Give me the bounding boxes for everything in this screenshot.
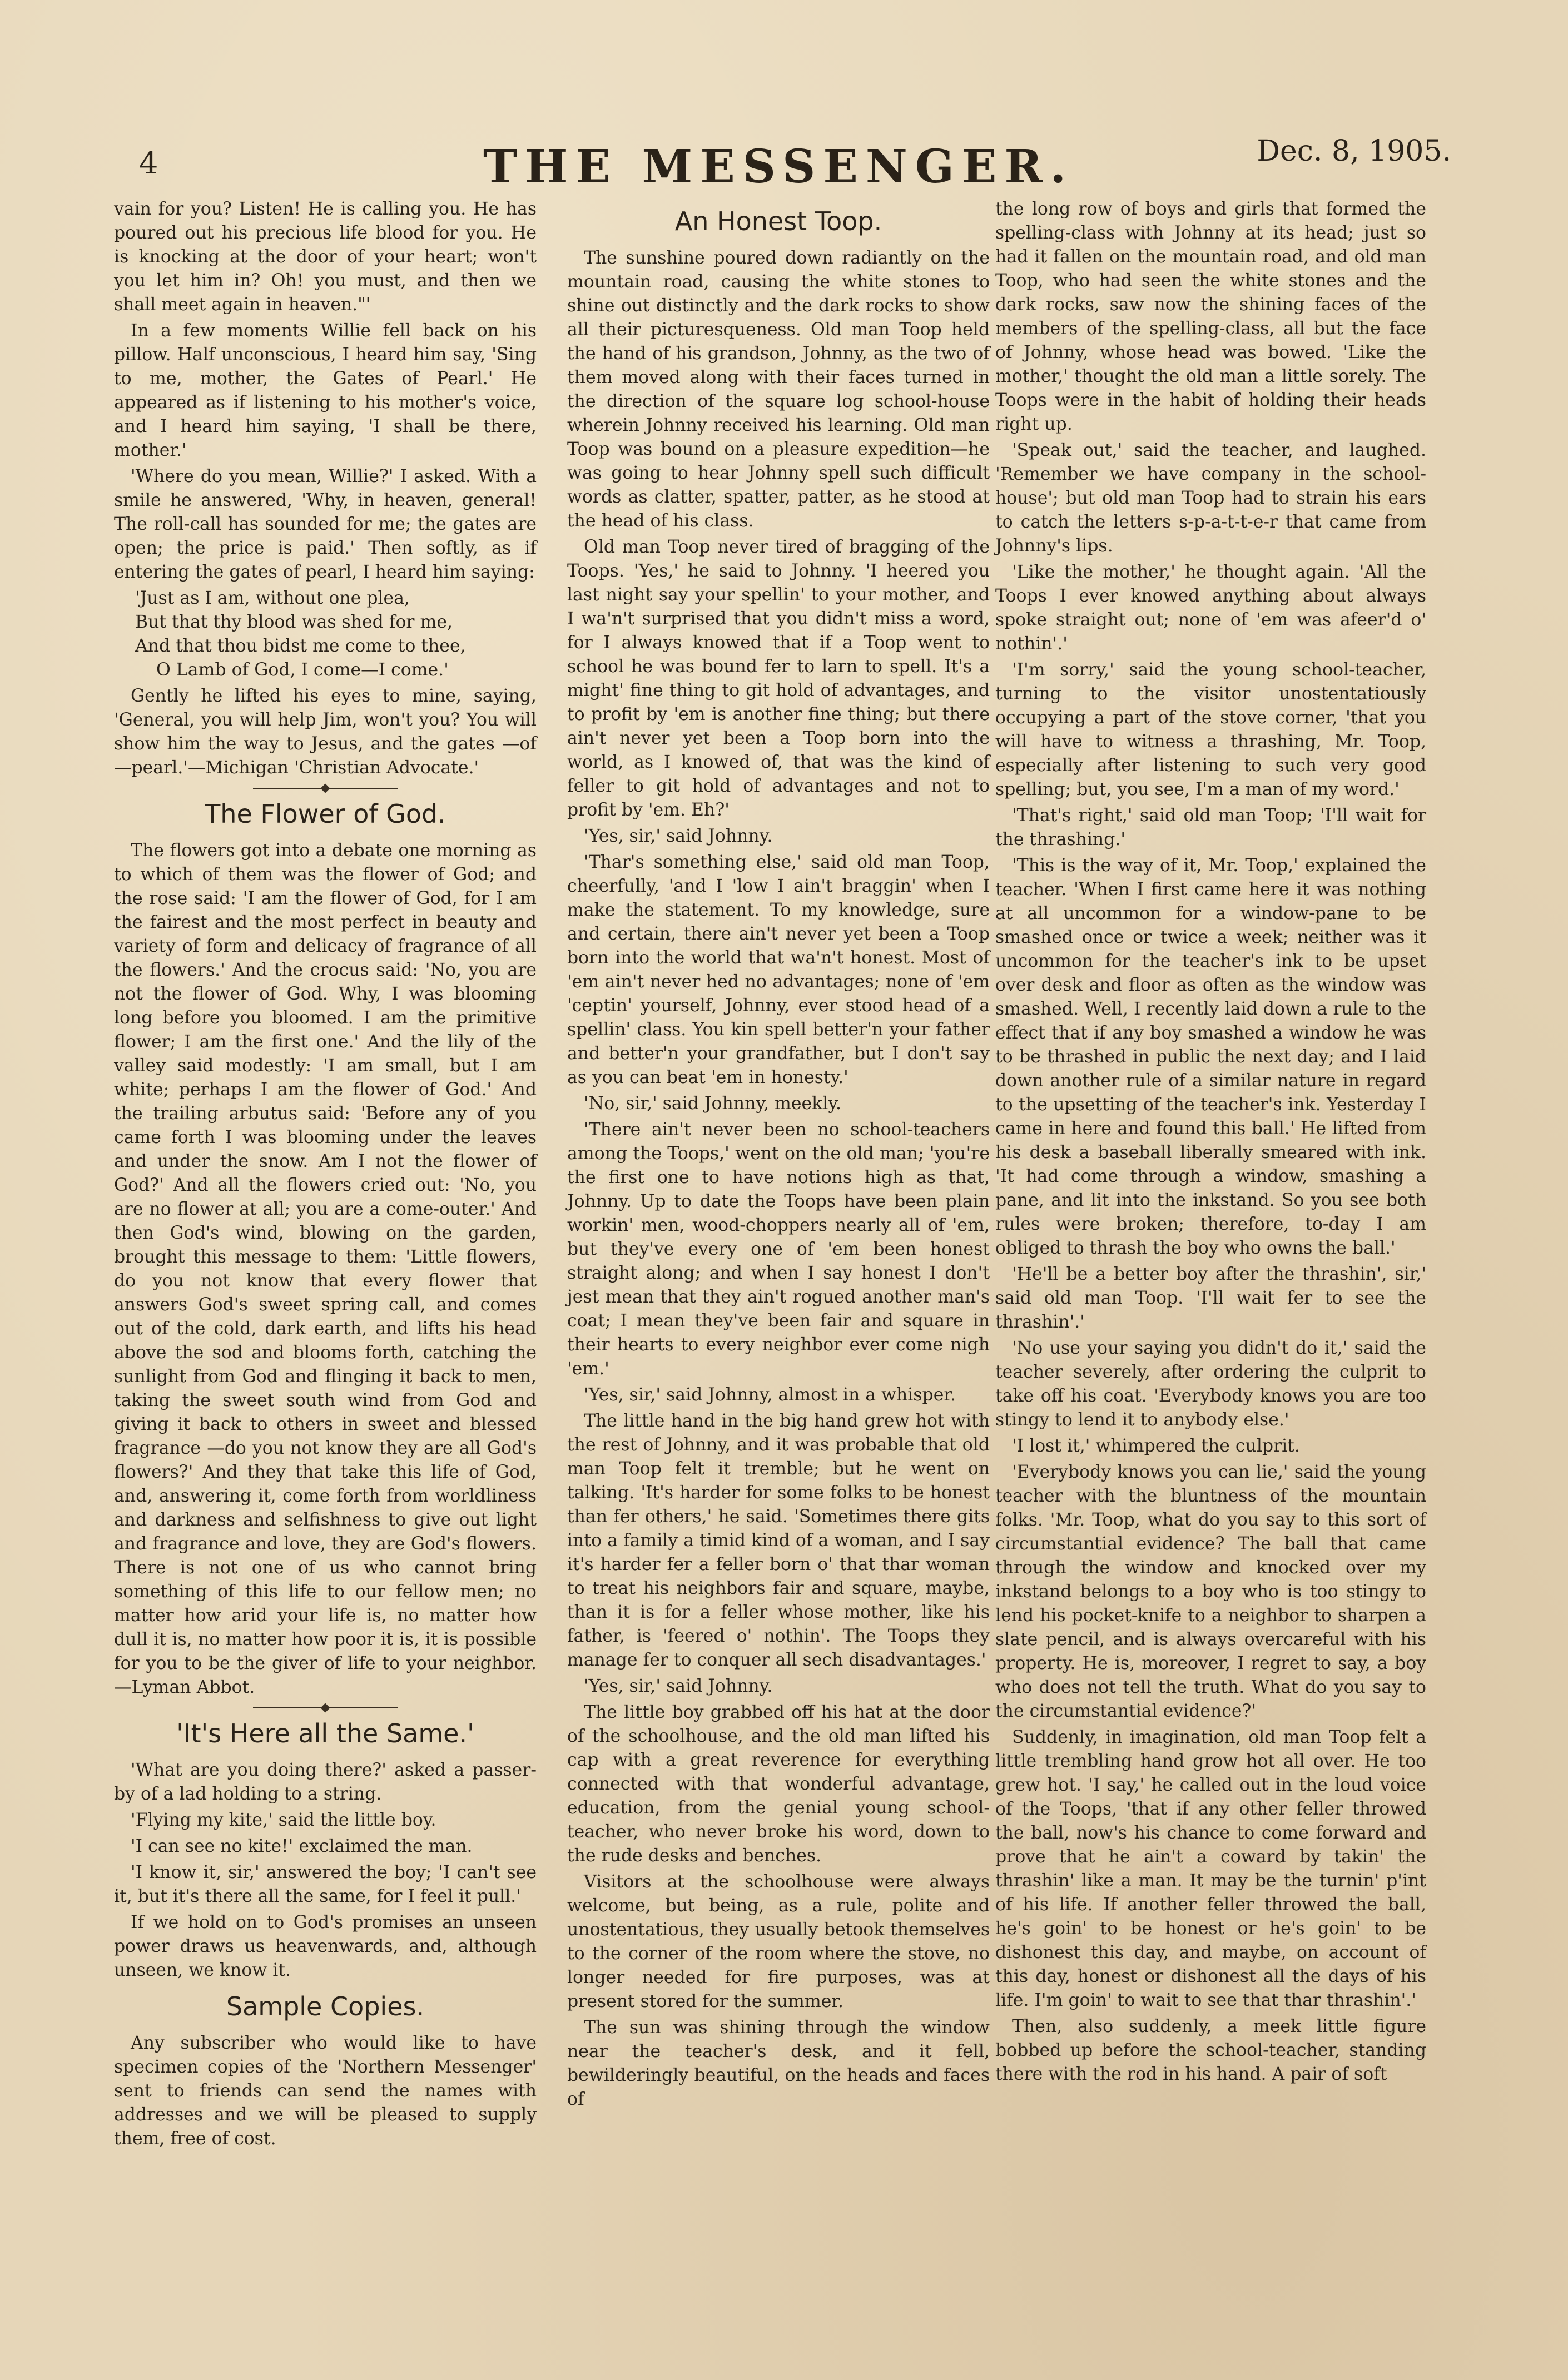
- article-paragraph: the long row of boys and girls that formed the spelling-class with Johnny at its head; just so had it fallen on the mountain road, and old man Toop, who had seen the white stones and the dark rocks, saw now the shining faces of the members of the spelling-class, all but the face of Johnny, whose head was bowed. 'Like the mother,' thought the old man a little sorely. The Toops were in the habit of holding their heads right up.: [995, 199, 1426, 434]
- article-paragraph: Old man Toop never tired of bragging of the Toops. 'Yes,' he said to Johnny. 'I heered you last night say your spellin' to your mother, and I wa'n't surprised that you didn't miss a word, for I always knowed that if a Toop went to school he was bound fer to larn to spell. It's a might' fine thing to git hold of advantages, and to profit by 'em is another fine thing; but there ain't never yet been a Toop born into the world, as I knowed of, that was the kind of feller to git hold of advantages and not to profit by 'em. Eh?': [567, 537, 990, 820]
- article-paragraph: 'This is the way of it, Mr. Toop,' explained the teacher. 'When I first came here it was nothing at all uncommon for a window-pane to be smashed once or twice a week; neither was it uncommon for the teacher's ink to be upset over desk and floor as often as the window was smashed. Well, I recently laid down a rule to the effect that if any boy smashed a window he was to be thrashed in public the next day; and I laid down another rule of a similar nature in regard to the upsetting of the teacher's ink. Yesterday I came in here and found this ball.' He lifted from his desk a baseball liberally smeared with ink. 'It had come through a window, smashing a pane, and lit into the inkstand. So you see both rules were broken; therefore, to-day I am obliged to thrash the boy who owns the ball.': [995, 856, 1426, 1258]
- article-paragraph: If we hold on to God's promises an unseen power draws us heavenwards, and, although unseen, we know it.: [114, 1912, 537, 1980]
- article-paragraph: vain for you? Listen! He is calling you. He has poured out his precious life blood for you. He is knocking at the door of your heart; won't you let him in? Oh! you must, and then we shall meet again in heaven."': [114, 199, 537, 315]
- article-paragraph: 'Everybody knows you can lie,' said the young teacher with the bluntness of the mountain folks. 'Mr. Toop, what do you say to this sort of circumstantial evidence? The ball that came through the window and knocked over my inkstand belongs to a boy who is too stingy to lend his pocket-knife to a neighbor to sharpen a slate pencil, and is always overcareful with his property. He is, moreover, I regret to say, a boy who does not tell the truth. What do you say to the circumstantial evidence?': [995, 1462, 1426, 1721]
- verse-line: But that thy blood was shed for me,: [135, 612, 453, 632]
- article-paragraph: Suddenly, in imagination, old man Toop felt a little trembling hand grow hot all over. He too grew hot. 'I say,' he called out in the loud voice of the Toops, 'that if any other feller throwed the ball, now's his chance to come forward and prove that he ain't a coward by takin' the thrashin' like a man. It may be the turnin' p'int of his life. If another feller throwed the ball, he's goin' to be honest or he's goin' to be dishonest this day, and maybe, on account of this day, honest or dishonest all the days of his life. I'm goin' to wait to see that thar thrashin'.': [995, 1727, 1426, 2010]
- article-paragraph: Then, also suddenly, a meek little figure bobbed up before the school-teacher, standing there with the rod in his hand. A pair of soft: [995, 2016, 1426, 2084]
- article-paragraph: Gently he lifted his eyes to mine, saying, 'General, you will help Jim, won't you? You will show him the way to Jesus, and the gates —of—pearl.'—Michigan 'Christian Advocate.': [114, 686, 537, 778]
- article-paragraph: The little boy grabbed off his hat at the door of the schoolhouse, and the old man lifted his cap with a great reverence for everything connected with that wonderful advantage, education, from the genial young school-teacher, who never broke his word, down to the rude desks and benches.: [567, 1702, 990, 1866]
- article-paragraph: The flowers got into a debate one morning as to which of them was the flower of God; and the rose said: 'I am the flower of God, for I am the fairest and the most perfect in beauty and variety of form and delicacy of fragrance of all the flowers.' And the crocus said: 'No, you are not the flower of God. Why, I was blooming long before you bloomed. I am the primitive flower; I am the first one.' And the lily of the valley said modestly: 'I am small, but I am white; perhaps I am the flower of God.' And the trailing arbutus said: 'Before any of you came forth I was blooming under the leaves and under the snow. Am I not the flower of God?' And all the flowers cried out: 'No, you are no flower at all; you are a come-outer.' And then God's wind, blowing on the garden, brought this message to them: 'Little flowers, do you not know that every flower that answers God's sweet spring call, and comes out of the cold, dark earth, and lifts his head above the sod and blooms forth, catching the sunlight from God and flinging it back to men, taking the sweet south wind from God and giving it back to others in sweet and blessed fragrance —do you not know they are all God's flowers?' And they that take this life of God, and, answering it, come forth from worldliness and darkness and selfishness to give out light and fragrance and love, they are God's flowers. There is not one of us who cannot bring something of this life to our fellow men; no matter how arid your life is, no matter how dull it is, no matter how poor it is, it is possible for you to be the giver of life to your neighbor.—Lyman Abbot.: [114, 841, 537, 1697]
- page-number: 4: [139, 146, 158, 181]
- section-divider: [253, 1707, 398, 1708]
- article-paragraph: 'I lost it,' whimpered the culprit.: [1012, 1436, 1300, 1456]
- section-divider: [253, 788, 398, 789]
- page-header: [106, 129, 1451, 196]
- article-title-sample: Sample Copies.: [226, 1991, 425, 2021]
- article-paragraph: 'Yes, sir,' said Johnny.: [584, 1676, 773, 1696]
- column-3: [995, 197, 1426, 2089]
- verse-line: 'Just as I am, without one plea,: [135, 588, 410, 608]
- article-title-flower: The Flower of God.: [205, 799, 446, 829]
- masthead-title: THE MESSENGER.: [483, 140, 1074, 193]
- article-paragraph: 'I'm sorry,' said the young school-teacher, turning to the visitor unostentatiously occupying a part of the stove corner, 'that you will have to witness a thrashing, Mr. Toop, especially after listening to such very good spelling; but, you see, I'm a man of my word.': [995, 660, 1426, 799]
- article-title-same: 'It's Here all the Same.': [176, 1718, 474, 1748]
- article-paragraph: 'Yes, sir,' said Johnny.: [584, 826, 773, 846]
- article-paragraph: 'I can see no kite!' exclaimed the man.: [131, 1836, 473, 1856]
- article-paragraph: 'There ain't never been no school-teachers among the Toops,' went on the old man; 'you're the first one to have notions high as that, Johnny. Up to date the Toops have been plain workin' men, wood-choppers nearly all of 'em, but they've every one of 'em been honest straight along; and when I say honest I don't jest mean that they ain't rogued another man's coat; I mean they've been fair and square in their hearts to every neighbor ever come nigh 'em.': [567, 1120, 990, 1379]
- article-paragraph: The little hand in the big hand grew hot with the rest of Johnny, and it was probable that old man Toop felt it tremble; but he went on talking. 'It's harder for some folks to be honest than fer others,' he said. 'Sometimes there gits into a family a timid kind of a woman, and I say it's harder fer a feller born o' that thar woman to treat his neighbors fair and square, maybe, than it is for a feller whose mother, like his father, is 'feered o' nothin'. The Toops they manage fer to conquer all sech disadvantages.': [567, 1411, 990, 1670]
- article-paragraph: 'Yes, sir,' said Johnny, almost in a whisper.: [584, 1385, 956, 1405]
- article-paragraph: 'Thar's something else,' said old man Toop, cheerfully, 'and I 'low I ain't braggin' when I make the statement. To my knowledge, sure and certain, there ain't never yet been a Toop born into the world that wa'n't honest. Most of 'em ain't never hed no advantages; none of 'em 'ceptin' yourself, Johnny, ever stood head of a spellin' class. You kin spell better'n your father and better'n your grandfather, but I don't say as you can beat 'em in honesty.': [567, 852, 990, 1087]
- article-paragraph: In a few moments Willie fell back on his pillow. Half unconscious, I heard him say, 'Sing to me, mother, the Gates of Pearl.' He appeared as if listening to his mother's voice, and I heard him saying, 'I shall be there, mother.': [114, 321, 537, 460]
- article-paragraph: 'No use your saying you didn't do it,' said the teacher severely, after ordering the culprit to take off his coat. 'Everybody knows you are too stingy to lend it to anybody else.': [995, 1338, 1426, 1430]
- article-paragraph: Visitors at the schoolhouse were always welcome, but being, as a rule, polite and unostentatious, they usually betook themselves to the corner of the room where the stove, no longer needed for fire purposes, was at present stored for the summer.: [567, 1872, 990, 2011]
- article-paragraph: 'No, sir,' said Johnny, meekly.: [584, 1094, 841, 1114]
- article-paragraph: The sun was shining through the window near the teacher's desk, and it fell, bewilderingly beautiful, on the heads and faces of: [567, 2018, 990, 2109]
- issue-date: Dec. 8, 1905.: [1257, 135, 1451, 168]
- article-paragraph: 'Where do you mean, Willie?' I asked. With a smile he answered, 'Why, in heaven, general! The roll-call has sounded for me; the gates are open; the price is paid.' Then softly, as if entering the gates of pearl, I heard him saying:: [114, 466, 537, 582]
- article-paragraph: The sunshine poured down radiantly on the mountain road, causing the white stones to shine out distinctly and the dark rocks to show all their picturesqueness. Old man Toop held the hand of his grandson, Johnny, as the two of them moved along with their faces turned in the direction of the square log school-house wherein Johnny received his learning. Old man Toop was bound on a pleasure expedition—he was going to hear Johnny spell such difficult words as clatter, spatter, patter, as he stood at the head of his class.: [567, 248, 990, 531]
- article-paragraph: 'Flying my kite,' said the little boy.: [131, 1810, 436, 1830]
- article-paragraph: 'He'll be a better boy after the thrashin', sir,' said old man Toop. 'I'll wait fer to see the thrashin'.': [995, 1264, 1426, 1332]
- article-paragraph: 'Speak out,' said the teacher, and laughed. 'Remember we have company in the school-house'; but old man Toop had to strain his ears to catch the letters s-p-a-t-t-e-r that came from Johnny's lips.: [995, 440, 1426, 556]
- article-paragraph: 'I know it, sir,' answered the boy; 'I can't see it, but it's there all the same, for I feel it pull.': [114, 1862, 537, 1906]
- verse-line: O Lamb of God, I come—I come.': [156, 660, 449, 680]
- column-2: [567, 197, 990, 2114]
- article-paragraph: 'What are you doing there?' asked a passer-by of a lad holding to a string.: [114, 1760, 537, 1804]
- hymn-verse: [135, 587, 537, 682]
- column-1: [114, 197, 537, 2153]
- article-paragraph: 'Like the mother,' he thought again. 'All the Toops I ever knowed anything about always spoke straight out; none of 'em was afeer'd o' nothin'.': [995, 562, 1426, 654]
- verse-line: And that thou bidst me come to thee,: [135, 636, 466, 656]
- article-paragraph: 'That's right,' said old man Toop; 'I'll wait for the thrashing.': [995, 806, 1426, 849]
- article-paragraph: Any subscriber who would like to have specimen copies of the 'Northern Messenger' sent to friends can send the names with addresses and we will be pleased to supply them, free of cost.: [114, 2033, 537, 2149]
- article-title-toop: An Honest Toop.: [674, 206, 882, 236]
